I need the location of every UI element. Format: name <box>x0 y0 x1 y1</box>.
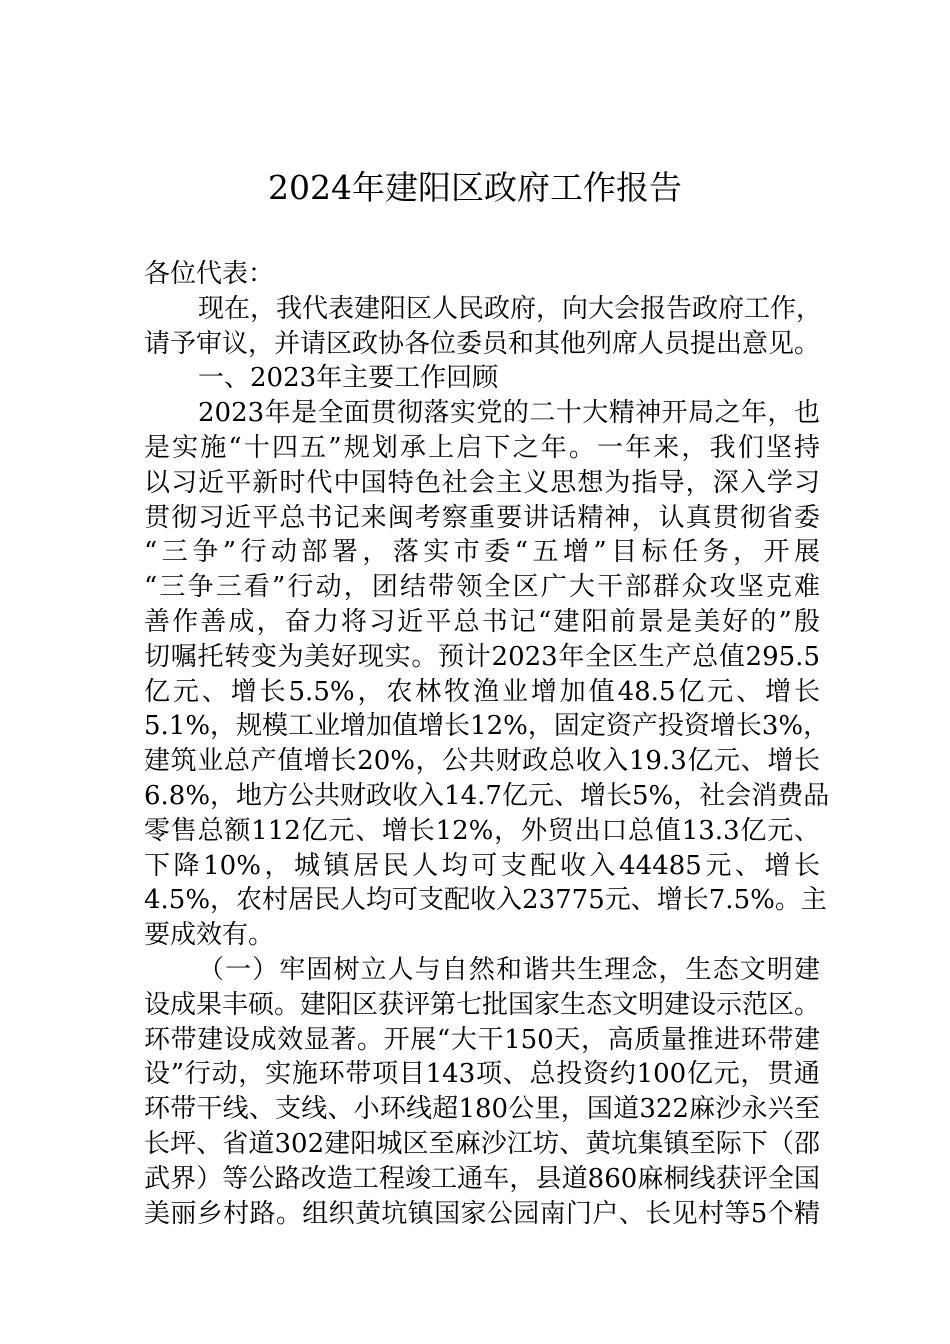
body-line: 6.8%，地方公共财政收入14.7亿元、增长5%，社会消费品 <box>144 780 830 811</box>
body-line: 请予审议，并请区政协各位委员和其他列席人员提出意见。 <box>144 328 821 359</box>
document-title: 2024年建阳区政府工作报告 <box>268 168 682 207</box>
body-line: 5.1%，规模工业增加值增长12%，固定资产投资增长3%， <box>144 711 830 742</box>
body-line: “三争三看”行动，团结带领全区广大干部群众攻坚克难 <box>144 572 820 603</box>
body-line: 零售总额112亿元、增长12%，外贸出口总值13.3亿元、 <box>144 815 820 846</box>
document-body <box>144 257 830 1231</box>
body-line: 切嘱托转变为美好现实。预计2023年全区生产总值295.5 <box>144 641 820 672</box>
subsection-line: （一）牢固树立人与自然和谐共生理念，生态文明建 <box>198 954 820 985</box>
body-line: 是实施“十四五”规划承上启下之年。一年来，我们坚持 <box>144 432 820 463</box>
body-line: 4.5%，农村居民人均可支配收入23775元、增长7.5%。主 <box>144 885 827 916</box>
body-line: 2023年是全面贯彻落实党的二十大精神开局之年，也 <box>198 398 820 429</box>
body-line: 环带干线、支线、小环线超180公里，国道322麻沙永兴至 <box>144 1094 820 1125</box>
body-line: 美丽乡村路。组织黄坑镇国家公园南门户、长见村等5个精 <box>144 1198 820 1229</box>
body-line: 要成效有。 <box>144 920 275 951</box>
body-line: 下降10%，城镇居民人均可支配收入44485元、增长 <box>144 850 820 881</box>
body-line: 建筑业总产值增长20%，公共财政总收入19.3亿元、增长 <box>144 746 820 777</box>
section-heading: 一、2023年主要工作回顾 <box>198 363 499 394</box>
body-line: 以习近平新时代中国特色社会主义思想为指导，深入学习 <box>144 467 820 498</box>
body-line: 长坪、省道302建阳城区至麻沙江坊、黄坑集镇至际下（邵 <box>144 1128 820 1159</box>
body-line: 亿元、增长5.5%，农林牧渔业增加值48.5亿元、增长 <box>144 676 820 707</box>
body-line: 设成果丰硕。建阳区获评第七批国家生态文明建设示范区。 <box>144 989 821 1020</box>
body-line: “三争”行动部署，落实市委“五增”目标任务，开展 <box>144 537 820 568</box>
body-line: 善作善成，奋力将习近平总书记“建阳前景是美好的”殷 <box>144 606 820 637</box>
body-line: 武界）等公路改造工程竣工通车，县道860麻桐线获评全国 <box>144 1163 820 1194</box>
body-line: 现在，我代表建阳区人民政府，向大会报告政府工作， <box>198 293 823 324</box>
salutation-line: 各位代表： <box>144 259 275 289</box>
body-line: 设”行动，实施环带项目143项、总投资约100亿元，贯通 <box>144 1059 820 1090</box>
body-line: 环带建设成效显著。开展“大干150天，高质量推进环带建 <box>144 1024 820 1055</box>
body-line: 贯彻习近平总书记来闽考察重要讲话精神，认真贯彻省委 <box>144 502 820 533</box>
